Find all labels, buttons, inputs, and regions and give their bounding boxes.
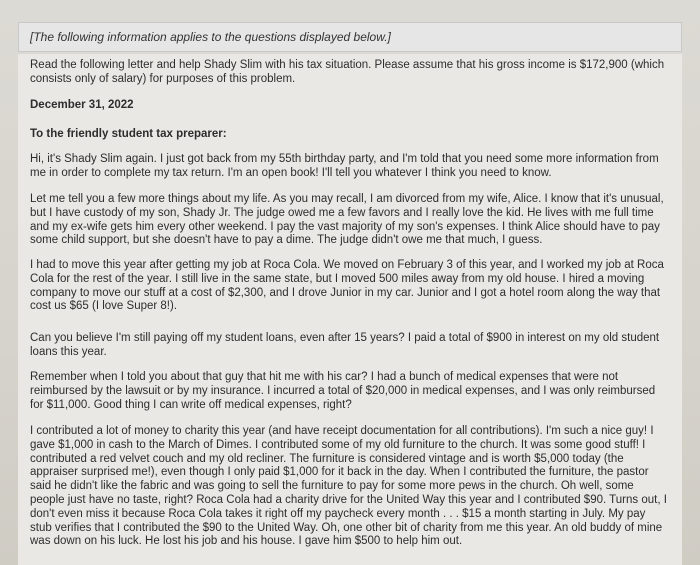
info-note: [The following information applies to the questions displayed below.] bbox=[30, 30, 391, 44]
intro-paragraph: Read the following letter and help Shady Slim with his tax situation. Please assume that his gross income is $172,900 (which consists only of salary) for purposes of this problem. bbox=[30, 59, 665, 85]
letter-paragraph-5: Remember when I told you about that guy that hit me with his car? I had a bunch of medical expenses that were not reimbursed by the lawsuit or by my insurance. I incurred a total of $20,000 in medical expenses, and I was only reimbursed for $11,000. Good thing I can write off medical expenses, right? bbox=[30, 371, 656, 411]
letter-paragraph-2: Let me tell you a few more things about my life. As you may recall, I am divorced from my wife, Alice. I know that it's unusual, but I have custody of my son, Shady Jr. The judge owed me a few favors and I really love the kid. He lives with me full time and my ex-wife gets him every other weekend. I pay the vast majority of my son's expenses. I think Alice should have to pay some child support, but she doesn't have to pay a dime. The judge didn't owe me that much, I guess. bbox=[30, 193, 664, 247]
letter-paragraph-3: I had to move this year after getting my job at Roca Cola. We moved on February 3 of this year, and I worked my job at Roca Cola for the rest of the year. I still live in the same state, but I moved 500 miles away from my old house. I hired a moving company to move our stuff at a cost of $2,300, and I drove Junior in my car. Junior and I got a hotel room along the way that cost us $65 (I love Super 8!). bbox=[30, 259, 664, 313]
letter-salutation: To the friendly student tax preparer: bbox=[30, 128, 227, 140]
letter-paragraph-6: I contributed a lot of money to charity this year (and have receipt documentation for all contributions). I'm such a nice guy! I gave $1,000 in cash to the March of Dimes. I contributed some of my old furniture to the church. It was some good stuff! I contributed a red velvet couch and my old recliner. The furniture is considered vintage and is worth $5,000 today (the appraiser surprised me!), even though I only paid $1,000 for it back in the day. When I contributed the furniture, the pastor said he didn't like the fabric and was going to sell the furniture to pay for some more pews in the church. Oh well, some people just have no taste, right? Roca Cola had a charity drive for the United Way this year and I contributed $90. Turns out, I don't even miss it because Roca Cola takes it right off my paycheck every month . . . $15 a month starting in July. My pay stub verifies that I contributed the $90 to the United Way. Oh, one other bit of charity from me this year. An old buddy of mine was down on his luck. He lost his job and his house. I gave him $500 to help him out. bbox=[30, 425, 667, 548]
letter-paragraph-1: Hi, it's Shady Slim again. I just got back from my 55th birthday party, and I'm told that you need some more information from me in order to complete my tax return. I'm an open book! I'll tell you whatever I think you need to know. bbox=[30, 153, 659, 179]
letter-date: December 31, 2022 bbox=[30, 99, 134, 111]
letter-paragraph-4: Can you believe I'm still paying off my student loans, even after 15 years? I paid a total of $900 in interest on my old student loans this year. bbox=[30, 332, 660, 358]
